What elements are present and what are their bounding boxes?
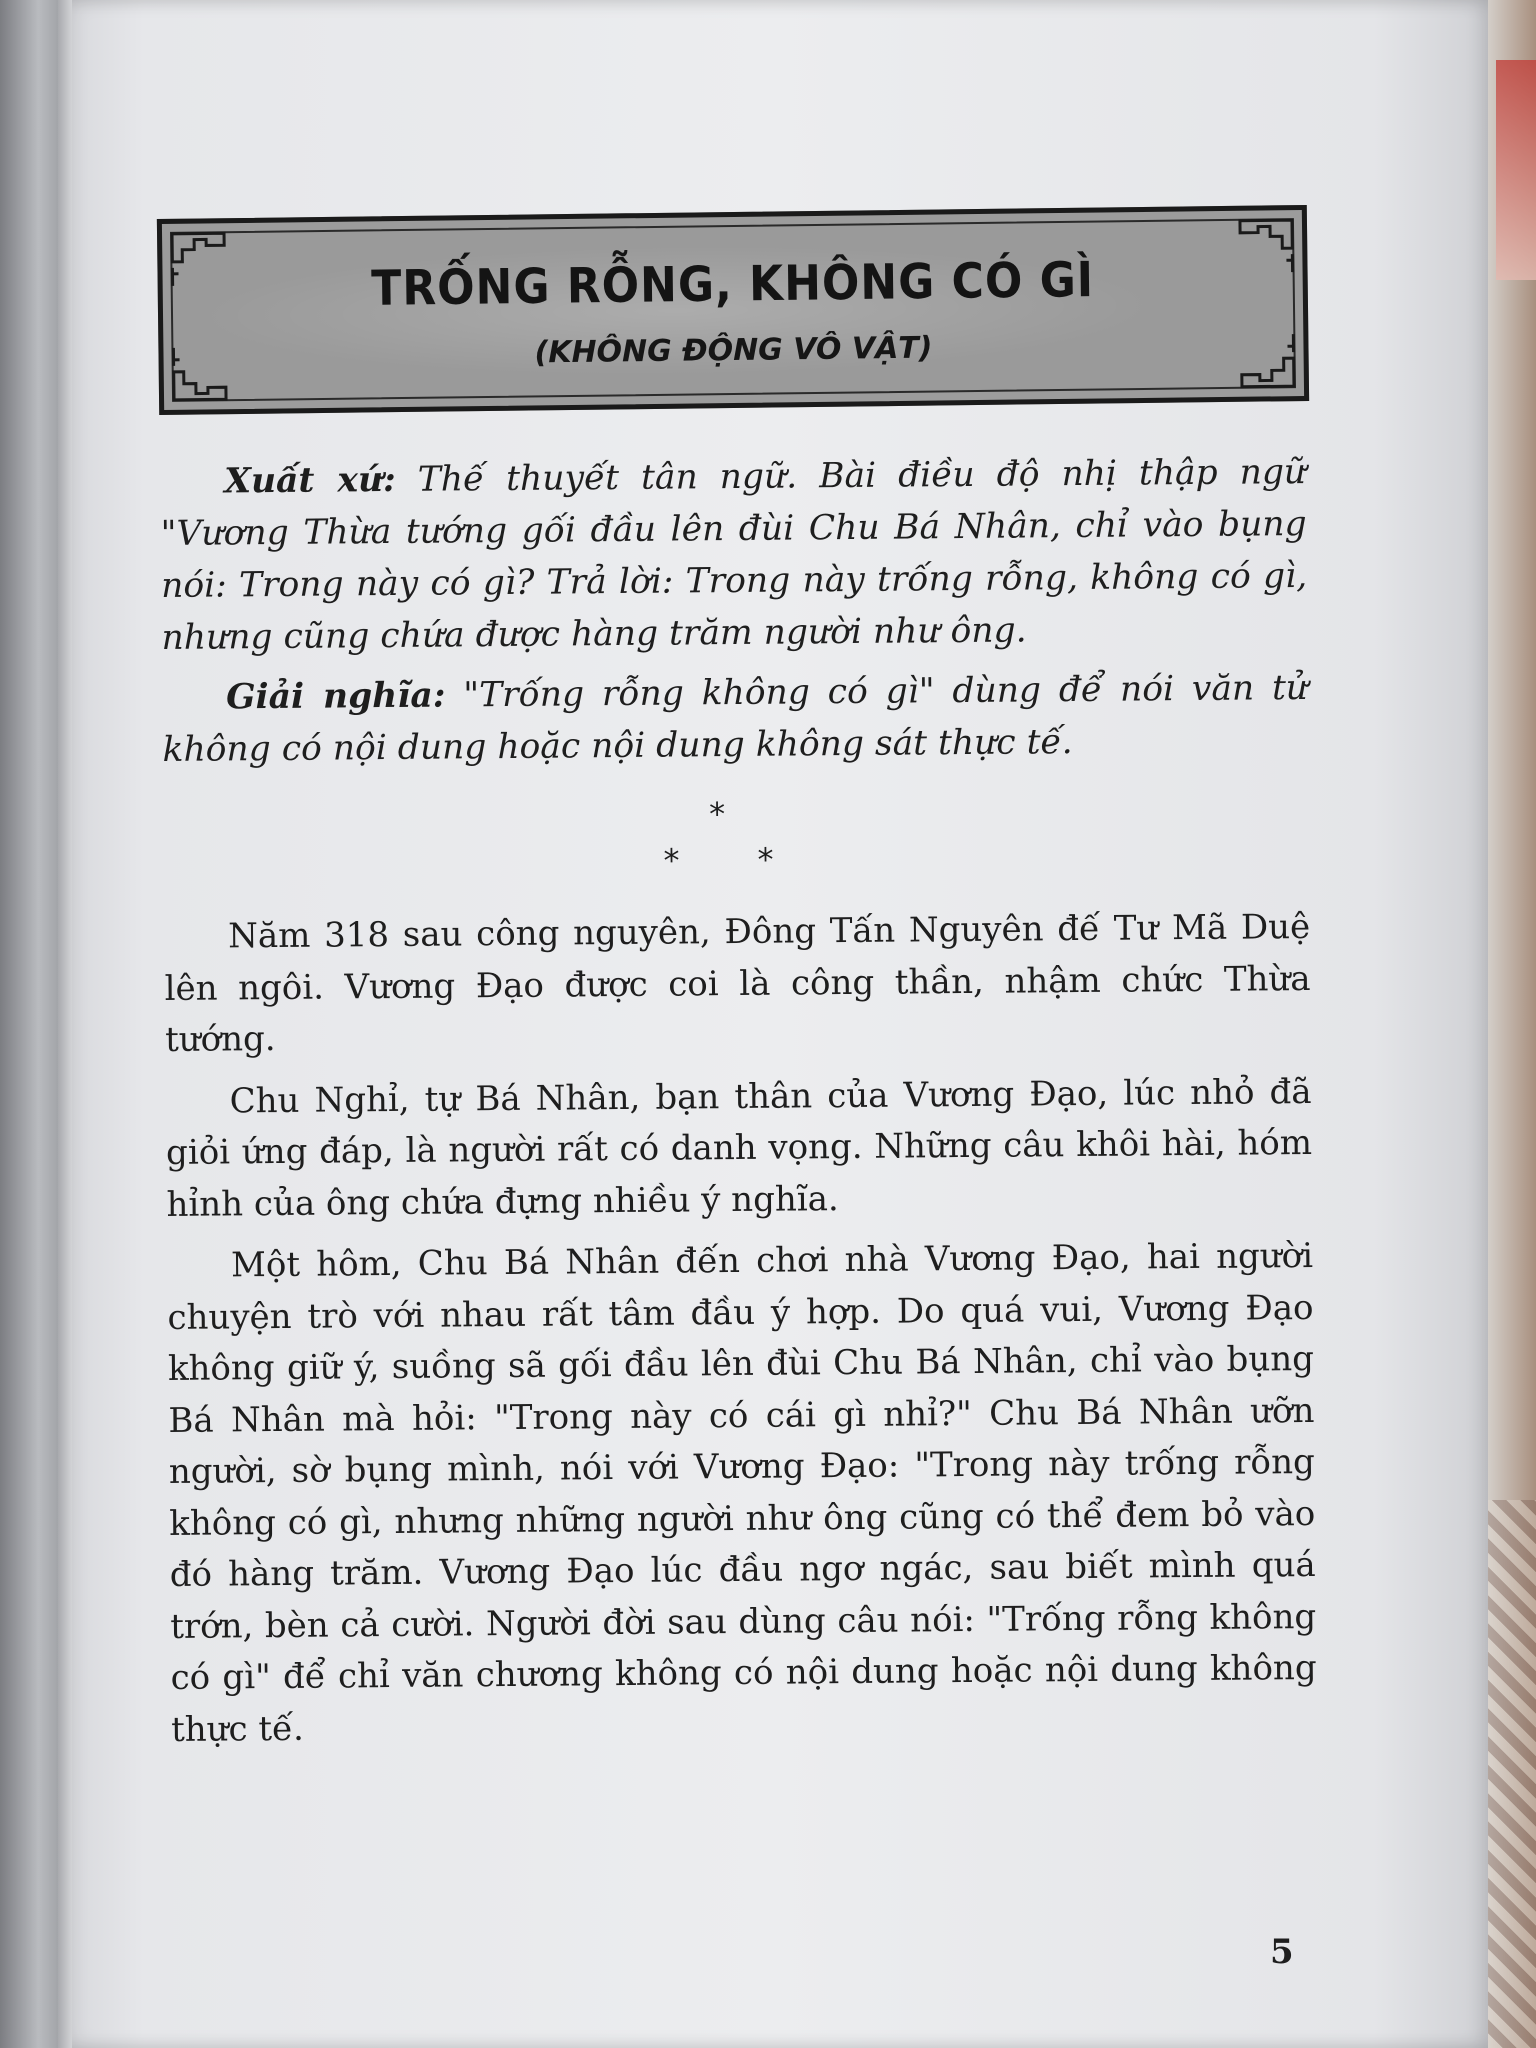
origin-label: Xuất xứ: bbox=[224, 459, 396, 502]
origin-text: Thế thuyết tân ngữ. Bài điều độ nhị thập ngữ "Vương Thừa tướng gối đầu lên đùi Chu Bá Nhân, chỉ vào bụng nói: Trong này có gì? Trả lời: Trong này trống rỗng, không có gì, nhưng cũng chứa được hàng trăm người như ông. bbox=[160, 451, 1308, 658]
separator-star: * bbox=[708, 795, 726, 834]
origin-paragraph bbox=[160, 446, 1308, 664]
page-content bbox=[160, 446, 1317, 1766]
story-paragraph: Năm 318 sau công nguyên, Đông Tấn Nguyên đế Tư Mã Duệ lên ngôi. Vương Đạo được coi là công thần, nhậm chức Thừa tướng. bbox=[164, 906, 1311, 1060]
story-paragraph: Chu Nghỉ, tự Bá Nhân, bạn thân của Vương Đạo, lúc nhỏ đã giỏi ứng đáp, là người rất có danh vọng. Những câu khôi hài, hóm hỉnh của ông chứa đựng nhiều ý nghĩa. bbox=[165, 1071, 1313, 1225]
meaning-label: Giải nghĩa: bbox=[225, 675, 446, 718]
meaning-text: "Trống rỗng không có gì" dùng để nói văn tử không có nội dung hoặc nội dung không sát thực tế. bbox=[162, 667, 1309, 770]
chapter-title: TRỐNG RỖNG, KHÔNG CÓ GÌ bbox=[370, 252, 1095, 317]
separator-star: * bbox=[663, 841, 680, 880]
meaning-paragraph bbox=[162, 662, 1309, 776]
background-left bbox=[0, 0, 64, 2048]
story-paragraph: Một hôm, Chu Bá Nhân đến chơi nhà Vương Đạo, hai người chuyện trò với nhau rất tâm đầu ý hợp. Do quá vui, Vương Đạo không giữ ý, suồng sã gối đầu lên đùi Chu Bá Nhân, chỉ vào bụng Bá Nhân mà hỏi: "Trong này có cái gì nhỉ?" Chu Bá Nhân ưỡn người, sờ bụng mình, nói với Vương Đạo: "Trong này trống rỗng không có gì, nhưng những người như ông cũng có thể đem bỏ vào đó hàng trăm. Vương Đạo lúc đầu ngơ ngác, sau biết mình quá trớn, bèn cả cười. Người đời sau dùng câu nói: "Trống rỗng không có gì" để chỉ văn chương không có nội dung hoặc nội dung không thực tế. bbox=[167, 1235, 1317, 1750]
book-page bbox=[58, 0, 1488, 2048]
chapter-subtitle: (KHÔNG ĐỘNG VÔ VẬT) bbox=[534, 330, 933, 371]
section-separator bbox=[163, 774, 1310, 912]
page-number: 5 bbox=[1270, 1932, 1294, 1972]
title-banner bbox=[157, 205, 1309, 415]
page-spine-edge bbox=[58, 0, 72, 2048]
background-red-object bbox=[1496, 60, 1536, 280]
separator-star: * bbox=[757, 840, 774, 879]
